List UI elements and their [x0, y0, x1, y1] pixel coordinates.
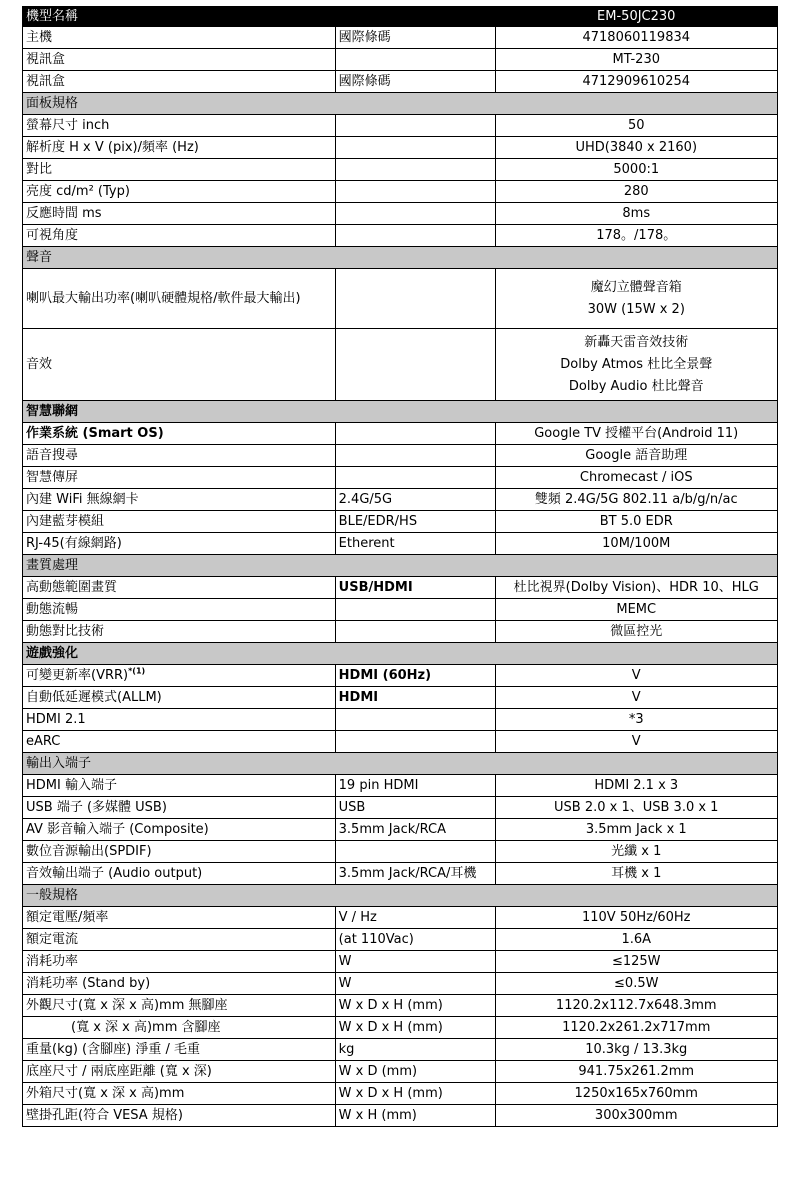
- spec-label: [23, 27, 336, 49]
- spec-value: ≤125W: [495, 951, 778, 973]
- spec-label-text: 可視角度: [26, 228, 79, 243]
- spec-label-text: 對比: [26, 162, 53, 177]
- spec-row: [23, 1105, 778, 1127]
- spec-label-text: AV 影音輸入端子 (Composite): [26, 822, 209, 837]
- spec-unit: [335, 709, 495, 731]
- spec-label: [23, 1039, 336, 1061]
- spec-label: [23, 687, 336, 709]
- spec-row: [23, 489, 778, 511]
- spec-unit: 3.5mm Jack/RCA: [335, 819, 495, 841]
- footnote-mark: *(1): [128, 666, 146, 676]
- spec-label: [23, 929, 336, 951]
- spec-label-text: 音效: [26, 357, 53, 372]
- section-header: [23, 555, 778, 577]
- spec-unit: HDMI: [335, 687, 495, 709]
- spec-label-text: 反應時間 ms: [26, 206, 102, 221]
- spec-label: [23, 973, 336, 995]
- spec-label: [23, 731, 336, 753]
- spec-label: [23, 181, 336, 203]
- section-header: [23, 753, 778, 775]
- spec-label-text: 數位音源輸出(SPDIF): [26, 844, 152, 859]
- spec-unit: HDMI (60Hz): [335, 665, 495, 687]
- spec-label: [23, 71, 336, 93]
- spec-label-text: 內建 WiFi 無線網卡: [26, 492, 139, 507]
- model-name-label: 機型名稱: [23, 7, 336, 27]
- spec-label-text: 消耗功率 (Stand by): [26, 976, 151, 991]
- spec-label: [23, 445, 336, 467]
- spec-unit: USB: [335, 797, 495, 819]
- spec-label-text: 作業系統 (Smart OS): [26, 426, 164, 441]
- spec-label: [23, 1017, 336, 1039]
- spec-value: USB 2.0 x 1、USB 3.0 x 1: [495, 797, 778, 819]
- spec-row: [23, 181, 778, 203]
- spec-value: 10.3kg / 13.3kg: [495, 1039, 778, 1061]
- spec-value: Chromecast / iOS: [495, 467, 778, 489]
- spec-label-text: 動態對比技術: [26, 624, 105, 639]
- spec-value: 耳機 x 1: [495, 863, 778, 885]
- spec-value: 300x300mm: [495, 1105, 778, 1127]
- spec-unit: 3.5mm Jack/RCA/耳機: [335, 863, 495, 885]
- spec-unit: 19 pin HDMI: [335, 775, 495, 797]
- section-title: 聲音: [23, 247, 778, 269]
- spec-label-text: 主機: [26, 30, 53, 45]
- spec-label: [23, 49, 336, 71]
- spec-value: HDMI 2.1 x 3: [495, 775, 778, 797]
- spec-unit: [335, 225, 495, 247]
- spec-label: [23, 489, 336, 511]
- spec-label: [23, 841, 336, 863]
- spec-row: [23, 467, 778, 489]
- spec-label: [23, 1105, 336, 1127]
- spec-label: [23, 467, 336, 489]
- spec-value: *3: [495, 709, 778, 731]
- spec-unit: 國際條碼: [335, 27, 495, 49]
- spec-label: [23, 709, 336, 731]
- spec-unit: [335, 159, 495, 181]
- spec-label: [23, 1083, 336, 1105]
- spec-unit: [335, 599, 495, 621]
- spec-row: [23, 577, 778, 599]
- spec-value: 941.75x261.2mm: [495, 1061, 778, 1083]
- spec-label: [23, 621, 336, 643]
- spec-value-line: 魔幻立體聲音箱: [590, 279, 682, 295]
- section-title: 面板規格: [23, 93, 778, 115]
- spec-label-text: 動態流暢: [26, 602, 79, 617]
- spec-label-text: 內建藍芽模組: [26, 514, 105, 529]
- spec-unit: 2.4G/5G: [335, 489, 495, 511]
- spec-value-line: 新轟天雷音效技術: [584, 334, 689, 350]
- spec-row: [23, 511, 778, 533]
- spec-row: [23, 775, 778, 797]
- spec-label-text: 壁掛孔距(符合 VESA 規格): [26, 1108, 183, 1123]
- spec-row: [23, 115, 778, 137]
- spec-unit: (at 110Vac): [335, 929, 495, 951]
- spec-label: [23, 907, 336, 929]
- spec-row: [23, 665, 778, 687]
- spec-value-line: Dolby Atmos 杜比全景聲: [560, 356, 713, 372]
- spec-label-text: 自動低延遲模式(ALLM): [26, 690, 162, 705]
- spec-value: [495, 269, 778, 329]
- model-name-spacer: [335, 7, 495, 27]
- spec-unit: W x D x H (mm): [335, 995, 495, 1017]
- spec-row: [23, 445, 778, 467]
- spec-label-text: 視訊盒: [26, 74, 66, 89]
- spec-value-line: 30W (15W x 2): [587, 301, 685, 317]
- spec-label-text: 可變更新率(VRR): [26, 668, 129, 683]
- spec-label: [23, 951, 336, 973]
- spec-value: MEMC: [495, 599, 778, 621]
- spec-unit: W: [335, 951, 495, 973]
- spec-unit: [335, 423, 495, 445]
- spec-value: Google TV 授權平台(Android 11): [495, 423, 778, 445]
- section-title: 智慧聯網: [23, 401, 778, 423]
- spec-row: [23, 621, 778, 643]
- spec-row: [23, 1039, 778, 1061]
- spec-row: [23, 1017, 778, 1039]
- spec-value: MT-230: [495, 49, 778, 71]
- spec-value: Google 語音助理: [495, 445, 778, 467]
- spec-value: ≤0.5W: [495, 973, 778, 995]
- section-header: [23, 247, 778, 269]
- spec-row: [23, 203, 778, 225]
- section-header: [23, 643, 778, 665]
- spec-row: [23, 159, 778, 181]
- spec-table: [22, 6, 778, 1127]
- spec-label: [23, 995, 336, 1017]
- spec-value: 280: [495, 181, 778, 203]
- spec-label-text: RJ-45(有線網路): [26, 536, 122, 551]
- spec-row: [23, 1061, 778, 1083]
- spec-label-text: 外箱尺寸(寬 x 深 x 高)mm: [26, 1086, 185, 1101]
- spec-unit: W x H (mm): [335, 1105, 495, 1127]
- spec-unit: W x D (mm): [335, 1061, 495, 1083]
- spec-unit: W: [335, 973, 495, 995]
- spec-label-text: 額定電流: [26, 932, 79, 947]
- spec-value: 微區控光: [495, 621, 778, 643]
- spec-label-text: (寬 x 深 x 高)mm 含腳座: [71, 1020, 221, 1035]
- section-header: [23, 885, 778, 907]
- spec-label: [23, 819, 336, 841]
- spec-row: [23, 687, 778, 709]
- spec-label: [23, 665, 336, 687]
- spec-row: [23, 599, 778, 621]
- spec-label-text: 螢幕尺寸 inch: [26, 118, 110, 133]
- spec-label: [23, 269, 336, 329]
- spec-label-text: eARC: [26, 734, 61, 749]
- spec-row: [23, 533, 778, 555]
- spec-label: [23, 863, 336, 885]
- spec-value: BT 5.0 EDR: [495, 511, 778, 533]
- spec-unit: BLE/EDR/HS: [335, 511, 495, 533]
- spec-row: [23, 1083, 778, 1105]
- spec-label-text: 音效輸出端子 (Audio output): [26, 866, 203, 881]
- spec-label: [23, 329, 336, 401]
- spec-value: V: [495, 665, 778, 687]
- spec-unit: [335, 115, 495, 137]
- spec-value-line: Dolby Audio 杜比聲音: [568, 378, 704, 394]
- spec-unit: Etherent: [335, 533, 495, 555]
- section-header: [23, 93, 778, 115]
- spec-label-text: 消耗功率: [26, 954, 79, 969]
- spec-value: V: [495, 687, 778, 709]
- spec-value: 杜比視界(Dolby Vision)、HDR 10、HLG: [495, 577, 778, 599]
- spec-value: 雙頻 2.4G/5G 802.11 a/b/g/n/ac: [495, 489, 778, 511]
- section-title: 畫質處理: [23, 555, 778, 577]
- spec-value: 5000:1: [495, 159, 778, 181]
- model-name-row: [23, 7, 778, 27]
- spec-row: [23, 71, 778, 93]
- spec-value: 50: [495, 115, 778, 137]
- spec-row: [23, 841, 778, 863]
- section-header: [23, 401, 778, 423]
- spec-unit: 國際條碼: [335, 71, 495, 93]
- spec-row: [23, 225, 778, 247]
- spec-value: 3.5mm Jack x 1: [495, 819, 778, 841]
- spec-row: [23, 863, 778, 885]
- spec-value: 1120.2x112.7x648.3mm: [495, 995, 778, 1017]
- spec-label-text: 底座尺寸 / 兩底座距離 (寬 x 深): [26, 1064, 212, 1079]
- spec-unit: [335, 731, 495, 753]
- spec-label-text: 視訊盒: [26, 52, 66, 67]
- spec-row: [23, 731, 778, 753]
- spec-label-text: 重量(kg) (含腳座) 淨重 / 毛重: [26, 1042, 200, 1057]
- spec-value: 1250x165x760mm: [495, 1083, 778, 1105]
- spec-row: [23, 973, 778, 995]
- spec-unit: USB/HDMI: [335, 577, 495, 599]
- spec-row: [23, 269, 778, 329]
- spec-label: [23, 775, 336, 797]
- spec-row: [23, 907, 778, 929]
- spec-row: [23, 995, 778, 1017]
- spec-value: UHD(3840 x 2160): [495, 137, 778, 159]
- spec-label-text: 高動態範圍畫質: [26, 580, 118, 595]
- spec-label: [23, 511, 336, 533]
- spec-unit: [335, 621, 495, 643]
- spec-unit: [335, 137, 495, 159]
- spec-value: 8ms: [495, 203, 778, 225]
- spec-label: [23, 797, 336, 819]
- spec-unit: W x D x H (mm): [335, 1083, 495, 1105]
- spec-label-text: USB 端子 (多媒體 USB): [26, 800, 167, 815]
- spec-value: [495, 329, 778, 401]
- spec-value: 4718060119834: [495, 27, 778, 49]
- spec-label-text: 智慧傳屏: [26, 470, 79, 485]
- spec-label-text: 解析度 H x V (pix)/頻率 (Hz): [26, 140, 199, 155]
- spec-unit: [335, 467, 495, 489]
- spec-unit: [335, 203, 495, 225]
- spec-value: 1120.2x261.2x717mm: [495, 1017, 778, 1039]
- spec-label-text: HDMI 2.1: [26, 712, 86, 727]
- spec-unit: V / Hz: [335, 907, 495, 929]
- spec-row: [23, 819, 778, 841]
- spec-label: [23, 203, 336, 225]
- spec-label: [23, 599, 336, 621]
- spec-row: [23, 137, 778, 159]
- spec-label: [23, 1061, 336, 1083]
- spec-label-text: 亮度 cd/m² (Typ): [26, 184, 130, 199]
- spec-unit: [335, 445, 495, 467]
- spec-label-text: 額定電壓/頻率: [26, 910, 109, 925]
- spec-unit: [335, 269, 495, 329]
- spec-value: 10M/100M: [495, 533, 778, 555]
- spec-value: 110V 50Hz/60Hz: [495, 907, 778, 929]
- spec-label-text: 喇叭最大輸出功率(喇叭硬體規格/軟件最大輸出): [26, 291, 301, 306]
- spec-unit: kg: [335, 1039, 495, 1061]
- section-title: 遊戲強化: [23, 643, 778, 665]
- spec-label-text: 外觀尺寸(寬 x 深 x 高)mm 無腳座: [26, 998, 228, 1013]
- spec-value: V: [495, 731, 778, 753]
- spec-row: [23, 49, 778, 71]
- spec-value: 4712909610254: [495, 71, 778, 93]
- spec-row: [23, 329, 778, 401]
- spec-row: [23, 423, 778, 445]
- spec-label: [23, 115, 336, 137]
- spec-label: [23, 423, 336, 445]
- spec-unit: W x D x H (mm): [335, 1017, 495, 1039]
- section-title: 輸出入端子: [23, 753, 778, 775]
- spec-label: [23, 159, 336, 181]
- spec-value: 1.6A: [495, 929, 778, 951]
- spec-row: [23, 929, 778, 951]
- section-title: 一般規格: [23, 885, 778, 907]
- spec-value: 178。/178。: [495, 225, 778, 247]
- spec-unit: [335, 181, 495, 203]
- spec-label-text: HDMI 輸入端子: [26, 778, 117, 793]
- spec-label-text: 語音搜尋: [26, 448, 79, 463]
- model-name-value: EM-50JC230: [495, 7, 778, 27]
- spec-row: [23, 709, 778, 731]
- spec-unit: [335, 841, 495, 863]
- spec-unit: [335, 49, 495, 71]
- spec-unit: [335, 329, 495, 401]
- spec-label: [23, 577, 336, 599]
- spec-row: [23, 27, 778, 49]
- spec-row: [23, 797, 778, 819]
- spec-value: 光纖 x 1: [495, 841, 778, 863]
- spec-row: [23, 951, 778, 973]
- spec-label: [23, 533, 336, 555]
- spec-label: [23, 225, 336, 247]
- spec-label: [23, 137, 336, 159]
